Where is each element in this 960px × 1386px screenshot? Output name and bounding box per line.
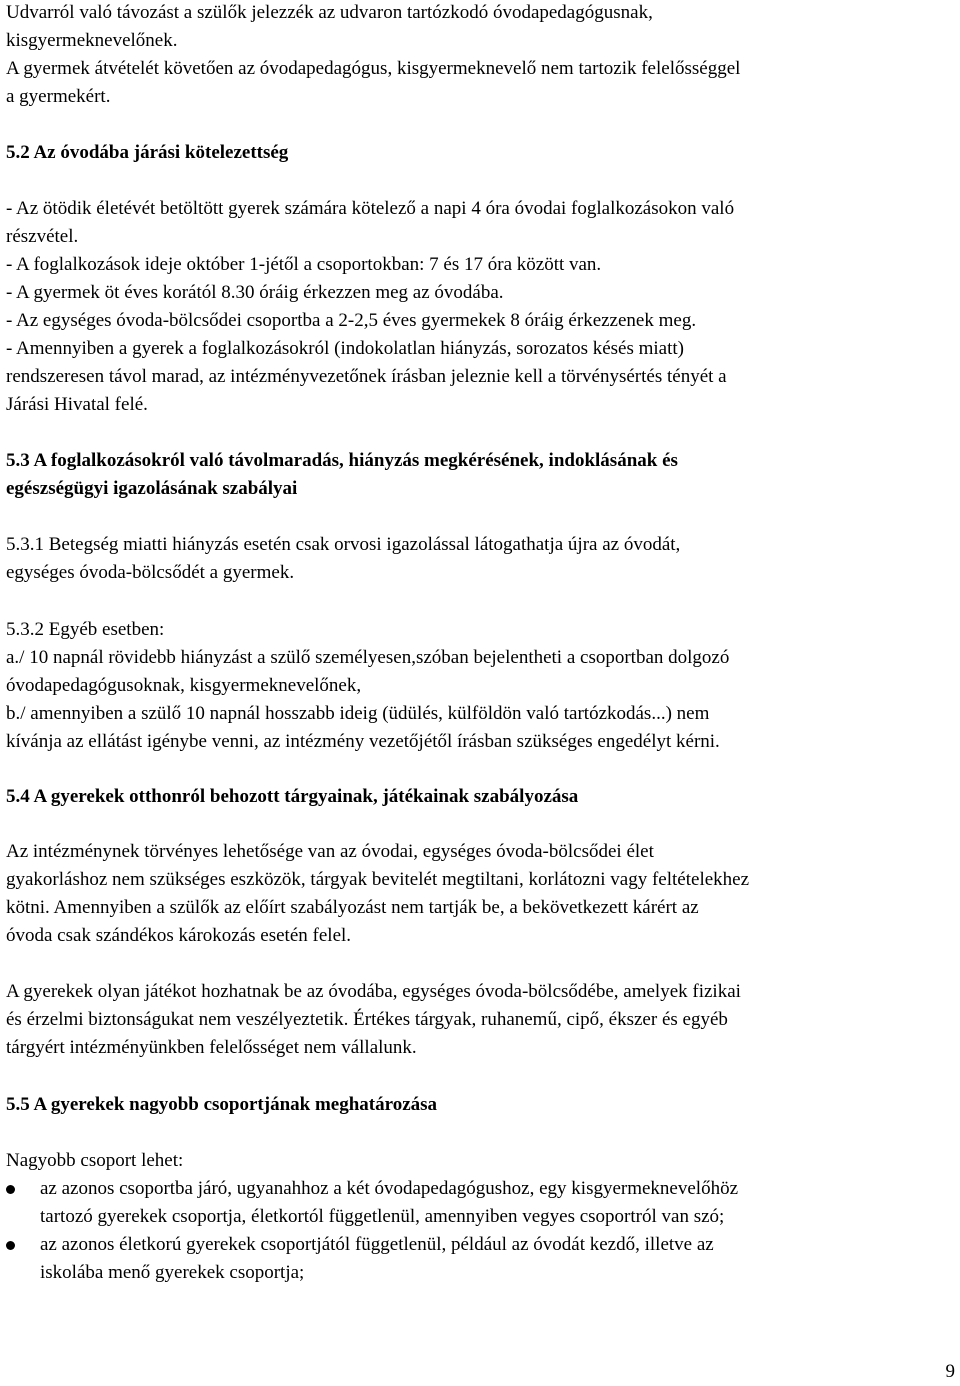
bullet-icon <box>6 1241 15 1250</box>
paragraph-intro: Nagyobb csoport lehet: <box>6 1150 184 1171</box>
list-item-continuation: rendszeresen távol marad, az intézményvezetőnek írásban jeleznie kell a törvénysértés tényét a <box>6 366 727 387</box>
text-line: kisgyermeknevelőnek. <box>6 30 178 51</box>
section-heading-5-5: 5.5 A gyerekek nagyobb csoportjának meghatározása <box>6 1094 438 1115</box>
list-item: - Az ötödik életévét betöltött gyerek számára kötelező a napi 4 óra óvodai foglalkozásokon való <box>6 198 735 219</box>
heading-line: 5.3 A foglalkozásokról való távolmaradás, hiányzás megkérésének, indoklásának és <box>6 450 678 471</box>
paragraph-5-4-1 <box>6 838 749 950</box>
paragraph-5-3-2 <box>6 616 729 756</box>
text-line: iskolába menő gyerekek csoportja; <box>40 1262 305 1283</box>
text-line: a./ 10 napnál rövidebb hiányzást a szülő személyesen,szóban bejelentheti a csoportban dolgozó <box>6 647 730 668</box>
text-line: 5.3.2 Egyéb esetben: <box>6 619 165 640</box>
list-item: - Amennyiben a gyerek a foglalkozásokról (indokolatlan hiányzás, sorozatos késés miatt) <box>6 338 684 359</box>
list-item <box>6 1231 956 1287</box>
text-line: és érzelmi biztonságukat nem veszélyeztetik. Értékes tárgyak, ruhanemű, cipő, ékszer és egyéb <box>6 1009 728 1030</box>
text-line: tárgyért intézményünkben felelősséget nem vállalunk. <box>6 1037 417 1058</box>
section-heading-5-2: 5.2 Az óvodába járási kötelezettség <box>6 142 289 163</box>
text-line: óvodapedagógusoknak, kisgyermeknevelőnek, <box>6 675 362 696</box>
text-line: az azonos életkorú gyerekek csoportjától függetlenül, például az óvodát kezdő, illetve az <box>40 1234 714 1255</box>
bullet-list <box>6 1175 956 1287</box>
text-line: Udvarról való távozást a szülők jelezzék az udvaron tartózkodó óvodapedagógusnak, <box>6 2 653 23</box>
list-item <box>6 1175 956 1231</box>
text-line: a gyermekért. <box>6 86 111 107</box>
bullet-icon <box>6 1185 15 1194</box>
page-number: 9 <box>945 1361 955 1382</box>
text-line: az azonos csoportba járó, ugyanahhoz a két óvodapedagógushoz, egy kisgyermeknevelőhöz <box>40 1178 739 1199</box>
text-line: 5.3.1 Betegség miatti hiányzás esetén csak orvosi igazolással látogathatja újra az óvodát, <box>6 534 681 555</box>
text-line: b./ amennyiben a szülő 10 napnál hosszabb ideig (üdülés, külföldön való tartózkodás...) nem <box>6 703 710 724</box>
list-item-continuation: részvétel. <box>6 226 79 247</box>
heading-line: egészségügyi igazolásának szabályai <box>6 478 298 499</box>
section-heading-5-3 <box>6 447 678 503</box>
list-item: - A foglalkozások ideje október 1-jétől a csoportokban: 7 és 17 óra között van. <box>6 254 602 275</box>
intro-paragraph <box>6 0 740 111</box>
list-item-continuation: Járási Hivatal felé. <box>6 394 148 415</box>
text-line: kívánja az ellátást igénybe venni, az intézmény vezetőjétől írásban szükséges engedélyt kérni. <box>6 731 720 752</box>
text-line: gyakorláshoz nem szükséges eszközök, tárgyak bevitelét megtiltani, korlátozni vagy feltételekhez <box>6 869 750 890</box>
text-line: óvoda csak szándékos károkozás esetén felel. <box>6 925 352 946</box>
paragraph-5-3-1 <box>6 531 680 587</box>
paragraph-5-4-2 <box>6 978 741 1062</box>
section-5-2-list <box>6 195 734 419</box>
text-line: kötni. Amennyiben a szülők az előírt szabályozást nem tartják be, a bekövetkezett kárért az <box>6 897 699 918</box>
text-line: A gyermek átvételét követően az óvodapedagógus, kisgyermeknevelő nem tartozik felelősséggel <box>6 58 741 79</box>
list-item: - Az egységes óvoda-bölcsődei csoportba a 2-2,5 éves gyermekek 8 óráig érkezzenek meg. <box>6 310 697 331</box>
text-line: Az intézménynek törvényes lehetősége van az óvodai, egységes óvoda-bölcsődei élet <box>6 841 654 862</box>
text-line: tartozó gyerekek csoportja, életkortól függetlenül, amennyiben vegyes csoportról van szó; <box>40 1206 725 1227</box>
text-line: A gyerekek olyan játékot hozhatnak be az óvodába, egységes óvoda-bölcsődébe, amelyek fizikai <box>6 981 741 1002</box>
section-heading-5-4: 5.4 A gyerekek otthonról behozott tárgyainak, játékainak szabályozása <box>6 786 579 807</box>
text-line: egységes óvoda-bölcsődét a gyermek. <box>6 562 295 583</box>
list-item: - A gyermek öt éves korától 8.30 óráig érkezzen meg az óvodába. <box>6 282 504 303</box>
